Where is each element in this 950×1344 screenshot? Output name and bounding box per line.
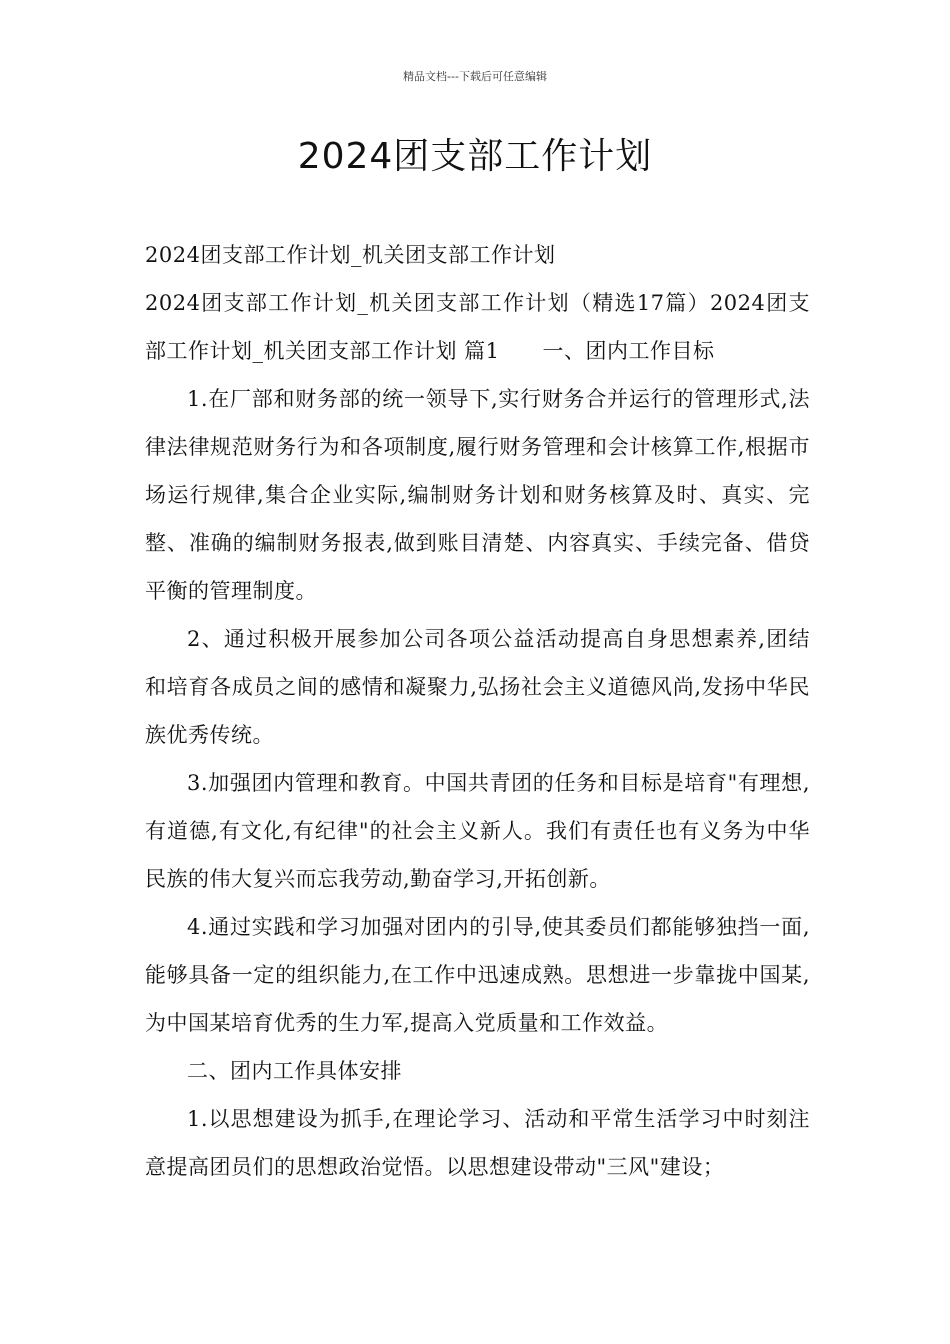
header-note: 精品文档---下载后可任意编辑 (403, 70, 547, 83)
document-body (145, 231, 810, 1191)
paragraph: 2024团支部工作计划_机关团支部工作计划 (145, 243, 556, 267)
paragraph: 1.以思想建设为抓手,在理论学习、活动和平常生活学习中时刻注意提高团员们的思想政治觉悟。以思想建设带动"三风"建设； (145, 1107, 810, 1179)
section-heading: 二、团内工作具体安排 (187, 1059, 402, 1083)
paragraph: 2024团支部工作计划_机关团支部工作计划（精选17篇）2024团支部工作计划_机关团支部工作计划 篇1 一、团内工作目标 (145, 291, 810, 363)
paragraph: 1.在厂部和财务部的统一领导下,实行财务合并运行的管理形式,法律法律规范财务行为和各项制度,履行财务管理和会计核算工作,根据市场运行规律,集合企业实际,编制财务计划和财务核算及时、真实、完整、准确的编制财务报表,做到账目清楚、内容真实、手续完备、借贷平衡的管理制度。 (145, 387, 810, 603)
paragraph: 2、通过积极开展参加公司各项公益活动提高自身思想素养,团结和培育各成员之间的感情和凝聚力,弘扬社会主义道德风尚,发扬中华民族优秀传统。 (145, 627, 810, 747)
paragraph: 3.加强团内管理和教育。中国共青团的任务和目标是培育"有理想,有道德,有文化,有纪律"的社会主义新人。我们有责任也有义务为中华民族的伟大复兴而忘我劳动,勤奋学习,开拓创新。 (145, 771, 810, 891)
document-title: 2024团支部工作计划 (297, 136, 653, 177)
paragraph: 4.通过实践和学习加强对团内的引导,使其委员们都能够独挡一面,能够具备一定的组织能力,在工作中迅速成熟。思想进一步靠拢中国某,为中国某培育优秀的生力军,提高入党质量和工作效益。 (145, 915, 810, 1035)
